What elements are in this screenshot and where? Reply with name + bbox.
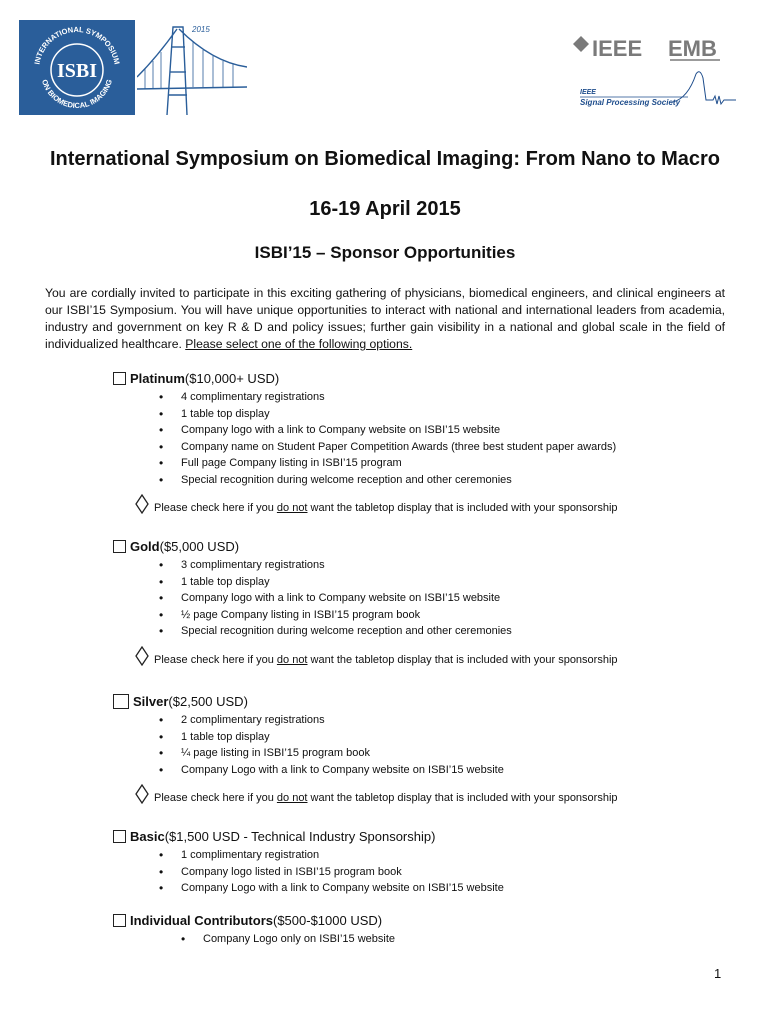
individual-contributors-checkbox[interactable] <box>113 914 126 927</box>
note-prefix: Please check here if you <box>154 502 277 514</box>
tier-platinum <box>113 371 279 386</box>
list-item: • 1 table top display <box>159 406 616 423</box>
gold-checkbox[interactable] <box>113 540 126 553</box>
list-item: • Full page Company listing in ISBI’15 program <box>159 455 616 472</box>
diamond-checkbox-icon[interactable] <box>134 784 150 804</box>
bridge-logo <box>137 17 247 115</box>
list-item: • 1 table top display <box>159 729 504 746</box>
select-prompt: Please select one of the following options. <box>185 337 413 351</box>
intro-paragraph <box>45 285 725 353</box>
tier-name: Basic <box>130 829 165 844</box>
symposium-title: International Symposium on Biomedical Imaging: From Nano to Macro <box>49 148 721 170</box>
tier-name: Platinum <box>130 371 185 386</box>
list-item: • Company Logo with a link to Company website on ISBI’15 website <box>159 880 504 897</box>
list-item: • Company logo with a link to Company website on ISBI’15 website <box>159 422 616 439</box>
ieee-emb-logo <box>570 32 722 66</box>
silver-checkbox[interactable] <box>113 694 129 709</box>
basic-checkbox[interactable] <box>113 830 126 843</box>
symposium-date: 16-19 April 2015 <box>309 198 461 220</box>
sps-line1: IEEE <box>580 89 596 96</box>
tier-name: Individual Contributors <box>130 913 273 928</box>
tier-price: ($500-$1000 USD) <box>273 913 383 928</box>
note-suffix: want the tabletop display that is included with your sponsorship <box>307 654 618 666</box>
list-item: • 3 complimentary registrations <box>159 557 512 574</box>
tier-individual-contributors <box>113 913 382 928</box>
tier-gold <box>113 539 239 554</box>
list-item: • Special recognition during welcome reception and other ceremonies <box>159 623 512 640</box>
list-item: • ¼ page listing in ISBI’15 program book <box>159 745 504 762</box>
note-underlined: do not <box>276 792 308 804</box>
tier-name: Silver <box>133 694 169 709</box>
tier-price: ($2,500 USD) <box>168 694 248 709</box>
sponsor-opportunities-heading: ISBI’15 – Sponsor Opportunities <box>254 243 516 262</box>
note-prefix: Please check here if you <box>154 792 277 804</box>
tier-price: ($10,000+ USD) <box>184 371 280 386</box>
gold-no-display-note <box>134 646 618 666</box>
diamond-checkbox-icon[interactable] <box>134 494 150 514</box>
note-suffix: want the tabletop display that is included with your sponsorship <box>307 792 618 804</box>
bridge-logo-year: 2015 <box>192 25 210 34</box>
isbi-logo-bottom-text: ON BIOMEDICAL IMAGING <box>39 78 115 111</box>
tier-price: ($5,000 USD) <box>159 539 240 554</box>
platinum-no-display-note <box>134 494 618 514</box>
isbi-logo-center: ISBI <box>56 60 98 82</box>
sps-line2: Signal Processing Society <box>580 98 681 107</box>
note-prefix: Please check here if you <box>154 654 277 666</box>
note-suffix: want the tabletop display that is included with your sponsorship <box>307 502 618 514</box>
list-item: • Company Logo with a link to Company website on ISBI’15 website <box>159 762 504 779</box>
list-item: • 1 complimentary registration <box>159 847 504 864</box>
platinum-checkbox[interactable] <box>113 372 126 385</box>
ieee-wordmark: IEEE <box>592 36 643 61</box>
list-item: • Company name on Student Paper Competition Awards (three best student paper awards) <box>159 439 616 456</box>
platinum-benefits <box>159 389 616 489</box>
tier-basic <box>113 829 435 844</box>
list-item: • Company logo with a link to Company website on ISBI’15 website <box>159 590 512 607</box>
intro-text: You are cordially invited to participate in this exciting gathering of physicians, biomedical engineers, and clinical engineers at our ISBI’15 Symposium. You will have unique opportunities to interact with national and international leaders from academia, industry and government on key R & D and policy issues; further gain visibility in a national and global scale in the field of individualized healthcare. <box>45 286 725 351</box>
list-item: • Special recognition during welcome reception and other ceremonies <box>159 472 616 489</box>
tier-silver <box>113 694 248 709</box>
list-item: • Company logo listed in ISBI’15 program book <box>159 864 504 881</box>
signal-processing-society-logo <box>578 70 738 110</box>
tier-name: Gold <box>130 539 160 554</box>
emb-wordmark: EMB <box>668 36 717 61</box>
note-underlined: do not <box>276 502 308 514</box>
page-number: 1 <box>714 966 722 981</box>
list-item: • 1 table top display <box>159 574 512 591</box>
diamond-checkbox-icon[interactable] <box>134 646 150 666</box>
silver-no-display-note <box>134 784 618 804</box>
list-item: • 4 complimentary registrations <box>159 389 616 406</box>
list-item: • Company Logo only on ISBI’15 website <box>181 931 395 948</box>
tier-price: ($1,500 USD - Technical Industry Sponsorship) <box>164 829 436 844</box>
basic-benefits <box>159 847 504 897</box>
note-underlined: do not <box>276 654 308 666</box>
list-item: • ½ page Company listing in ISBI’15 program book <box>159 607 512 624</box>
list-item: • 2 complimentary registrations <box>159 712 504 729</box>
individual-contributors-benefits <box>181 931 395 948</box>
silver-benefits <box>159 712 504 778</box>
gold-benefits <box>159 557 512 640</box>
isbi-logo <box>19 20 135 115</box>
isbi-logo-top-text: INTERNATIONAL SYMPOSIUM <box>32 24 122 66</box>
